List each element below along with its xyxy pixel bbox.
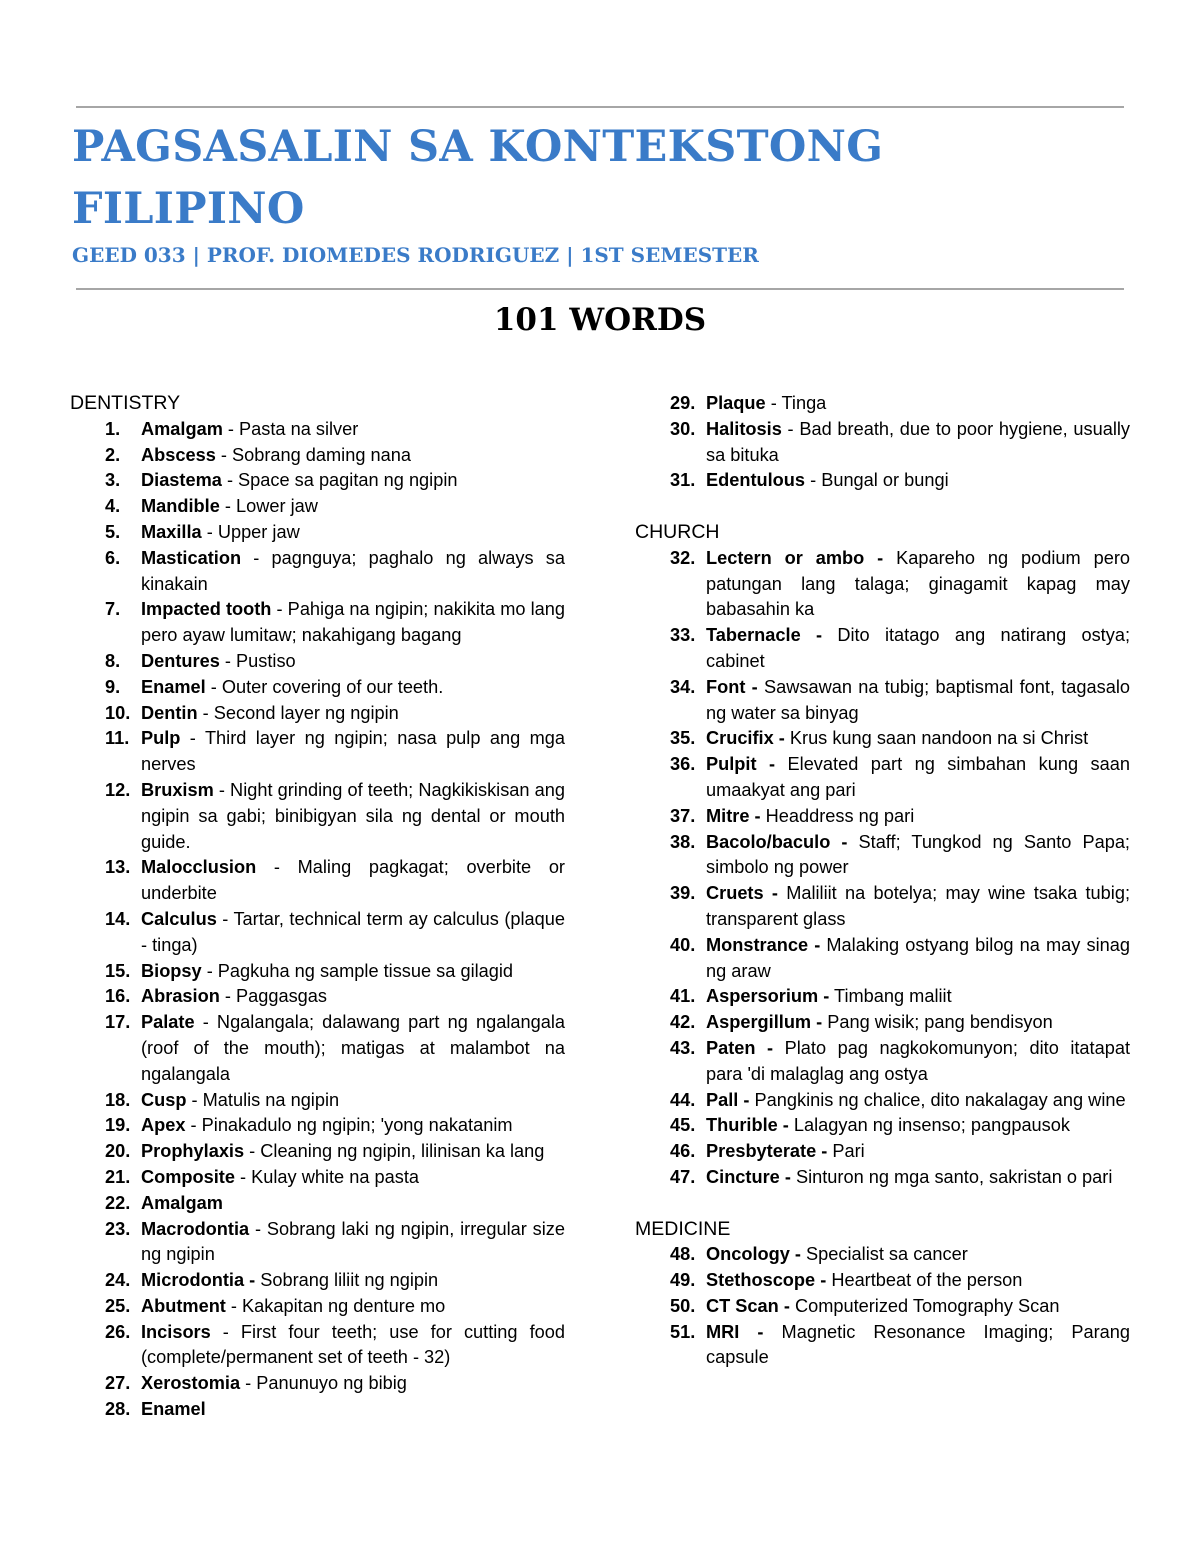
term-list [635, 391, 1130, 494]
left-column [70, 391, 565, 1423]
item-number: 25. [105, 1295, 131, 1316]
term-name: Amalgam [141, 418, 223, 439]
term-definition: - Second layer ng ngipin [197, 702, 399, 723]
term-definition: - Maling pagkagat; overbite or underbite [141, 857, 565, 904]
list-item [70, 649, 565, 675]
term-definition: Lalagyan ng insenso; pangpausok [788, 1115, 1070, 1136]
term-definition: - Bungal or bungi [805, 470, 949, 491]
term-definition: Dito itatago ang natirang ostya; cabinet [706, 625, 1130, 671]
list-item [635, 1165, 1130, 1191]
term-name: Enamel [141, 676, 206, 697]
term-name: Composite [141, 1166, 235, 1187]
item-number: 32. [670, 547, 696, 568]
item-number: 41. [670, 986, 696, 1007]
term-name: Abrasion [141, 986, 220, 1007]
list-item [635, 984, 1130, 1010]
term-definition: - Lower jaw [219, 496, 318, 517]
list-item [70, 597, 565, 649]
list-item [70, 984, 565, 1010]
term-definition: Timbang maliit [829, 986, 952, 1007]
item-number: 28. [105, 1399, 131, 1420]
term-name: Bruxism [141, 779, 214, 800]
item-number: 14. [105, 908, 131, 929]
item-number: 3. [105, 470, 121, 491]
list-item [635, 804, 1130, 830]
term-name: Apex [141, 1115, 186, 1136]
list-item [70, 701, 565, 727]
item-number: 13. [105, 857, 131, 878]
term-definition: - Pustiso [219, 650, 296, 671]
item-number: 9. [105, 676, 121, 697]
document-title [72, 116, 1072, 240]
course-subtitle: GEED 033 | PROF. DIOMEDES RODRIGUEZ | 1ST SEMESTER [72, 243, 759, 267]
term-definition: Pangkinis ng chalice, dito nakalagay ang wine [749, 1089, 1126, 1110]
list-item [70, 675, 565, 701]
list-item [635, 1010, 1130, 1036]
term-name: Impacted tooth [141, 599, 272, 620]
item-number: 48. [670, 1244, 696, 1265]
term-definition: - Cleaning ng ngipin, lilinisan ka lang [244, 1141, 545, 1162]
term-definition: - Third layer ng ngipin; nasa pulp ang mga nerves [141, 728, 565, 775]
section-heading: MEDICINE [635, 1217, 731, 1240]
item-number: 45. [670, 1115, 696, 1136]
term-name: Pulpit - [706, 754, 776, 775]
item-number: 5. [105, 521, 121, 542]
term-definition: Elevated part ng simbahan kung saan umaakyat ang pari [706, 754, 1130, 800]
term-name: Crucifix - [706, 728, 785, 749]
item-number: 20. [105, 1141, 131, 1162]
term-definition: - Kakapitan ng denture mo [225, 1295, 446, 1316]
term-definition: - Bad breath, due to poor hygiene, usually sa bituka [706, 418, 1130, 465]
term-name: Presbyterate - [706, 1141, 828, 1162]
term-name: Lectern or ambo - [706, 547, 884, 568]
item-number: 29. [670, 393, 696, 413]
term-name: Pall - [706, 1089, 750, 1110]
top-divider [76, 106, 1124, 108]
list-item [70, 417, 565, 443]
list-item [635, 468, 1130, 494]
item-number: 37. [670, 805, 696, 826]
list-item [70, 959, 565, 985]
item-number: 47. [670, 1166, 696, 1187]
term-definition: - Sobrang daming nana [215, 444, 411, 465]
term-name: Calculus [141, 908, 217, 929]
list-item [635, 1088, 1130, 1114]
list-item [70, 1088, 565, 1114]
item-number: 43. [670, 1037, 696, 1058]
term-definition: - Matulis na ngipin [186, 1089, 340, 1110]
list-item [635, 881, 1130, 933]
term-definition: - Tinga [765, 393, 827, 413]
term-name: Thurible - [706, 1115, 789, 1136]
term-definition: - Pinakadulo ng ngipin; 'yong nakatanim [185, 1115, 513, 1136]
list-item [70, 1191, 565, 1217]
item-number: 34. [670, 676, 696, 697]
list-item [70, 494, 565, 520]
item-number: 42. [670, 1012, 696, 1033]
term-definition: Pari [827, 1141, 865, 1162]
term-name: Xerostomia [141, 1373, 241, 1394]
term-name: Malocclusion [141, 857, 257, 878]
term-name: Cusp [141, 1089, 187, 1110]
item-number: 1. [105, 418, 121, 439]
term-name: Monstrance - [706, 934, 821, 955]
item-number: 7. [105, 599, 121, 620]
item-number: 17. [105, 1012, 131, 1033]
item-number: 22. [105, 1192, 131, 1213]
list-item [70, 1320, 565, 1372]
term-definition: Heartbeat of the person [826, 1270, 1023, 1291]
term-definition: - Sobrang laki ng ngipin, irregular size ng ngipin [141, 1218, 565, 1265]
item-number: 24. [105, 1270, 131, 1291]
term-name: Biopsy [141, 960, 202, 981]
item-number: 23. [105, 1218, 131, 1239]
section-spacer [635, 1191, 1130, 1217]
term-name: Macrodontia [141, 1218, 250, 1239]
list-item [70, 1371, 565, 1397]
term-name: Mastication [141, 547, 242, 568]
item-number: 4. [105, 496, 121, 517]
item-number: 39. [670, 883, 696, 904]
section-heading: CHURCH [635, 520, 720, 543]
term-definition: - First four teeth; use for cutting food (complete/permanent set of teeth - 32) [141, 1321, 565, 1368]
item-number: 21. [105, 1166, 131, 1187]
term-name: Oncology - [706, 1244, 801, 1265]
item-number: 18. [105, 1089, 131, 1110]
term-name: Paten - [706, 1037, 774, 1058]
list-item [70, 778, 565, 855]
list-item [70, 726, 565, 778]
term-name: MRI - [706, 1321, 764, 1342]
item-number: 6. [105, 547, 121, 568]
term-name: Enamel [141, 1399, 206, 1420]
term-definition: Magnetic Resonance Imaging; Parang capsule [706, 1321, 1130, 1368]
term-definition: Maliliit na botelya; may wine tsaka tubig; transparent glass [706, 883, 1130, 929]
item-number: 19. [105, 1115, 131, 1136]
item-number: 2. [105, 444, 121, 465]
item-number: 50. [670, 1295, 696, 1316]
item-number: 15. [105, 960, 131, 981]
term-definition: - Ngalangala; dalawang part ng ngalangala (roof of the mouth); matigas at malambot na ngalangala [141, 1012, 565, 1084]
page-heading: 101 WORDS [493, 302, 707, 338]
item-number: 11. [105, 728, 130, 749]
term-list [635, 546, 1130, 1191]
list-item [70, 1397, 565, 1423]
list-item [635, 830, 1130, 882]
term-definition: Malaking ostyang bilog na may sinag ng araw [706, 934, 1130, 981]
term-name: Dentures [141, 650, 220, 671]
term-name: Plaque [706, 393, 766, 413]
list-item [70, 443, 565, 469]
list-item [635, 623, 1130, 675]
list-item [70, 1217, 565, 1269]
term-list [70, 417, 565, 1423]
term-definition: - Upper jaw [201, 521, 300, 542]
list-item [635, 1320, 1130, 1372]
term-name: Halitosis [706, 418, 782, 439]
item-number: 49. [670, 1270, 696, 1291]
list-item [70, 1113, 565, 1139]
list-item [70, 546, 565, 598]
list-item [635, 752, 1130, 804]
title-line-1: PAGSASALIN SA KONTEKSTONG [72, 122, 884, 172]
list-item [635, 675, 1130, 727]
term-definition: - pagnguya; paghalo ng always sa kinakain [141, 547, 565, 594]
bottom-divider [76, 288, 1124, 290]
term-name: Diastema [141, 470, 222, 491]
term-definition: Krus kung saan nandoon na si Christ [784, 728, 1089, 749]
item-number: 26. [105, 1321, 131, 1342]
term-definition: - Space sa pagitan ng ngipin [221, 470, 458, 491]
item-number: 35. [670, 728, 696, 749]
term-name: Prophylaxis [141, 1141, 245, 1162]
section-heading: DENTISTRY [70, 392, 181, 414]
item-number: 27. [105, 1373, 131, 1394]
list-item [70, 1294, 565, 1320]
item-number: 33. [670, 625, 696, 646]
term-definition: - Outer covering of our teeth. [205, 676, 444, 697]
term-name: Abscess [141, 444, 216, 465]
term-definition: Headdress ng pari [760, 805, 915, 826]
item-number: 36. [670, 754, 696, 775]
term-name: Palate [141, 1012, 195, 1033]
term-name: Incisors [141, 1321, 211, 1342]
term-name: Bacolo/baculo - [706, 831, 848, 852]
term-name: Microdontia - [141, 1270, 256, 1291]
term-name: CT Scan - [706, 1295, 790, 1316]
list-item [635, 391, 1130, 417]
list-item [635, 417, 1130, 469]
term-definition: Sinturon ng mga santo, sakristan o pari [790, 1166, 1113, 1187]
term-definition: - Night grinding of teeth; Nagkikiskisan ang ngipin sa gabi; binibigyan sila ng dental or mouth guide. [141, 779, 565, 852]
item-number: 31. [670, 470, 696, 491]
item-number: 40. [670, 934, 696, 955]
term-name: Cruets - [706, 883, 778, 904]
term-name: Tabernacle - [706, 625, 823, 646]
item-number: 16. [105, 986, 131, 1007]
list-item [635, 726, 1130, 752]
item-number: 38. [670, 831, 696, 852]
term-name: Mitre - [706, 805, 761, 826]
list-item [70, 855, 565, 907]
list-item [635, 1268, 1130, 1294]
item-number: 30. [670, 418, 696, 439]
term-definition: - Pahiga na ngipin; nakikita mo lang pero ayaw lumitaw; nakahigang bagang [141, 599, 566, 646]
item-number: 12. [105, 779, 131, 800]
term-name: Aspergillum - [706, 1012, 823, 1033]
list-item [635, 1294, 1130, 1320]
term-name: Amalgam [141, 1192, 223, 1213]
item-number: 51. [670, 1321, 696, 1342]
list-item [70, 1010, 565, 1087]
list-item [635, 1242, 1130, 1268]
term-definition: - Tartar, technical term ay calculus (plaque - tinga) [141, 908, 565, 955]
term-definition: Specialist sa cancer [800, 1244, 968, 1265]
item-number: 8. [105, 650, 121, 671]
list-item [70, 1165, 565, 1191]
list-item [70, 907, 565, 959]
term-definition: - Panunuyo ng bibig [240, 1373, 407, 1394]
term-name: Abutment [141, 1295, 226, 1316]
term-name: Stethoscope - [706, 1270, 827, 1291]
item-number: 46. [670, 1141, 696, 1162]
term-definition: - Kulay white na pasta [234, 1166, 419, 1187]
term-definition: Sawsawan na tubig; baptismal font, tagasalo ng water sa binyag [706, 676, 1130, 723]
right-column [635, 391, 1130, 1371]
term-definition: Kapareho ng podium pero patungan lang talaga; ginagamit kapag may babasahin ka [706, 547, 1130, 620]
term-name: Dentin [141, 702, 198, 723]
term-definition: - Pasta na silver [222, 418, 359, 439]
term-definition: Staff; Tungkod ng Santo Papa; simbolo ng power [706, 831, 1130, 878]
term-definition: Computerized Tomography Scan [789, 1295, 1060, 1316]
title-line-2: FILIPINO [72, 184, 305, 234]
term-name: Font - [706, 676, 758, 697]
term-definition: Sobrang liliit ng ngipin [255, 1270, 439, 1291]
list-item [635, 1036, 1130, 1088]
term-name: Edentulous [706, 470, 806, 491]
list-item [635, 1139, 1130, 1165]
item-number: 44. [670, 1089, 696, 1110]
list-item [70, 1268, 565, 1294]
term-definition: Pang wisik; pang bendisyon [822, 1012, 1053, 1033]
term-definition: Plato pag nagkokomunyon; dito itatapat para 'di malaglag ang ostya [706, 1037, 1130, 1084]
item-number: 10. [105, 702, 131, 723]
section-spacer [635, 494, 1130, 520]
list-item [70, 520, 565, 546]
term-name: Aspersorium - [706, 986, 830, 1007]
term-definition: - Paggasgas [219, 986, 327, 1007]
list-item [70, 1139, 565, 1165]
term-name: Cincture - [706, 1166, 791, 1187]
term-definition: - Pagkuha ng sample tissue sa gilagid [201, 960, 514, 981]
list-item [635, 1113, 1130, 1139]
list-item [70, 468, 565, 494]
term-name: Maxilla [141, 521, 202, 542]
term-name: Pulp [141, 728, 181, 749]
term-name: Mandible [141, 496, 220, 517]
list-item [635, 546, 1130, 623]
list-item [635, 933, 1130, 985]
term-list [635, 1242, 1130, 1371]
